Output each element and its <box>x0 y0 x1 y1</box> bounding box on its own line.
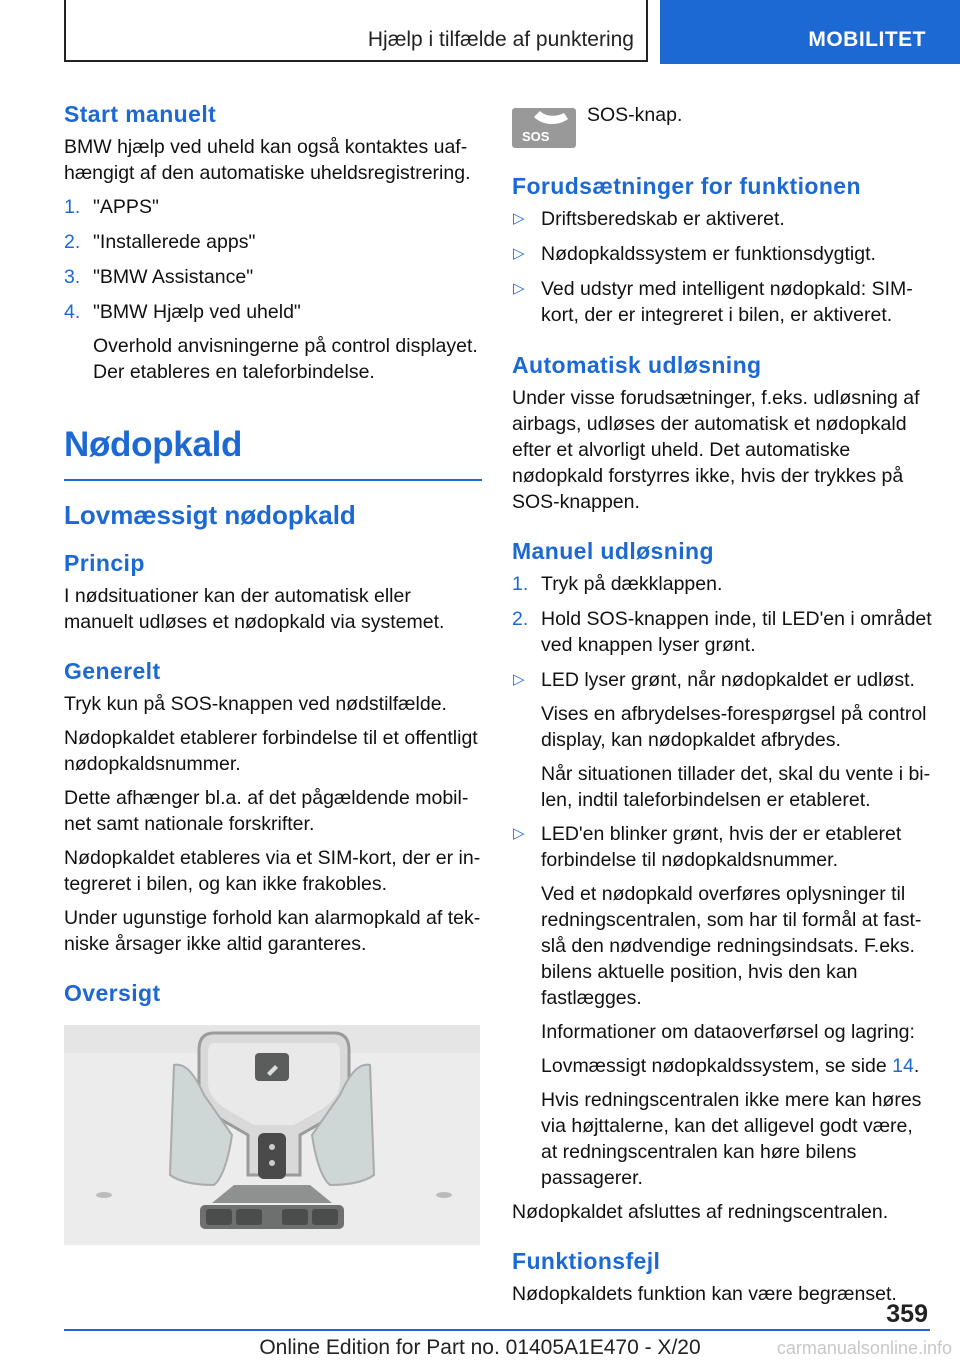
heading-funktionsfejl: Funktionsfejl <box>512 1248 661 1274</box>
generelt-p5: Under ugunstige forhold kan alarmopkald af tekniske årsager ikke altid garanteres. <box>64 907 481 955</box>
step-number: 1. <box>64 196 81 218</box>
manuel-steps <box>512 571 932 693</box>
section-heading: Lovmæssigt nødopkald <box>64 500 356 530</box>
generelt-p4: Nødopkaldet etableres via et SIM-kort, der er integreret i bilen, og kan ikke frakobles. <box>64 847 481 895</box>
list-item <box>512 571 932 597</box>
start-manuelt-steps <box>64 194 482 325</box>
step-number: 3. <box>64 266 81 288</box>
step-number: 2. <box>64 231 81 253</box>
triangle-bullet-icon: ▷ <box>513 210 525 227</box>
step-text: "BMW Assistance" <box>93 266 254 288</box>
step-text: Hold SOS-knappen inde, til LED'en i området ved knappen lyser grønt. <box>541 608 932 656</box>
triangle-bullet-icon: ▷ <box>513 245 525 262</box>
list-item <box>512 821 932 873</box>
chapter-heading: Nødopkald <box>64 425 243 464</box>
list-item <box>64 229 482 255</box>
triangle-bullet-icon: ▷ <box>513 671 525 688</box>
step-number: 1. <box>512 573 529 595</box>
list-item <box>512 241 932 267</box>
footer-rule <box>64 1329 930 1331</box>
sos-icon-text: SOS <box>522 129 550 144</box>
manuel-bullet2 <box>512 821 932 873</box>
bullet2-sub3 <box>512 1053 932 1079</box>
list-item <box>64 194 482 220</box>
automatisk-text: Under visse forudsætninger, f.eks. udløsning af airbags, udløses der automatisk et nødopkald efter et alvorligt uheld. Det automatiske nødopkald forstyrres ikke, hvis der trykkes på SOS-knappen. <box>512 387 920 513</box>
bullet2-sub1: Ved et nødopkald overføres oplysninger til redningscentralen, som har til formål at fastslå den nødvendige redningsindsats. F.eks. bilens aktuelle position, hvis den kan fastlægges. <box>541 883 922 1009</box>
forudsaetninger-list <box>512 206 932 328</box>
item-text: Nødopkaldssystem er funktionsdygtigt. <box>541 243 876 265</box>
roof-console-photo <box>64 1025 480 1245</box>
step-text: "BMW Hjælp ved uheld" <box>93 301 301 323</box>
princip-text: I nødsituationer kan der automatisk eller manuelt udløses et nødopkald via systemet. <box>64 585 445 633</box>
bullet1-sub2: Når situationen tillader det, skal du vente i bilen, indtil taleforbindelsen er etableret. <box>541 763 931 811</box>
item-text: Ved udstyr med intelligent nødopkald: SIM-kort, der er integreret i bilen, er aktiveret. <box>541 278 913 326</box>
left-column <box>64 100 482 1245</box>
heading-start-manuelt: Start manuelt <box>64 101 217 127</box>
manuel-closing: Nødopkaldet afsluttes af redningscentralen. <box>512 1201 889 1223</box>
list-item <box>64 264 482 290</box>
page-header <box>0 0 960 64</box>
list-item <box>512 606 932 658</box>
funktionsfejl-text: Nødopkaldets funktion kan være begrænset. <box>512 1283 897 1305</box>
chapter-heading-rule <box>64 479 482 481</box>
bullet2-sub2: Informationer om dataoverførsel og lagring: <box>541 1021 915 1043</box>
list-item <box>512 206 932 232</box>
triangle-bullet-icon: ▷ <box>513 825 525 842</box>
bullet-text: LED lyser grønt, når nødopkaldet er udløst. <box>541 669 915 691</box>
step-text: "Installerede apps" <box>93 231 256 253</box>
bullet1-sub1: Vises en afbrydelses-forespørgsel på control display, kan nødopkaldet afbrydes. <box>541 703 927 751</box>
chapter-tab-label: MOBILITET <box>808 28 926 51</box>
start-manuelt-intro: BMW hjælp ved uheld kan også kontaktes uafhængigt af den automatiske uheldsregistrering. <box>64 136 471 184</box>
page-link-14[interactable]: 14 <box>892 1055 914 1077</box>
sos-legend-row <box>512 100 932 156</box>
header-section-box <box>64 0 648 62</box>
step-number: 2. <box>512 608 529 630</box>
step-number: 4. <box>64 301 81 323</box>
heading-oversigt: Oversigt <box>64 980 161 1006</box>
roof-console-illustration <box>64 1025 480 1245</box>
bullet-text: LED'en blinker grønt, hvis der er etableret forbindelse til nødopkaldsnummer. <box>541 823 902 871</box>
list-item <box>512 667 932 693</box>
triangle-bullet-icon: ▷ <box>513 280 525 297</box>
item-text: Driftsberedskab er aktiveret. <box>541 208 785 230</box>
bullet2-sub4: Hvis redningscentralen ikke mere kan høres via højttalerne, kan det alligevel godt være, at redningscentralen kan høre bilens passagerer. <box>541 1089 922 1189</box>
step-text: Tryk på dækklappen. <box>541 573 723 595</box>
start-manuelt-note: Overhold anvisningerne på control displayet. Der etableres en taleforbindelse. <box>93 335 478 383</box>
edition-line: Online Edition for Part no. 01405A1E470 - X/20 <box>259 1336 701 1359</box>
list-item <box>512 276 932 328</box>
header-section-title: Hjælp i tilfælde af punktering <box>367 28 634 51</box>
heading-generelt: Generelt <box>64 658 161 684</box>
right-column <box>512 100 932 1315</box>
cross-ref-text: Lovmæssigt nødopkaldssystem, se side <box>541 1055 893 1077</box>
generelt-p3: Dette afhænger bl.a. af det pågældende mobilnet samt nationale forskrifter. <box>64 787 469 835</box>
sos-button-icon <box>512 108 576 148</box>
page-number: 359 <box>886 1300 928 1328</box>
heading-forudsaetninger: Forudsætninger for funktionen <box>512 173 861 199</box>
heading-manuel: Manuel udløsning <box>512 538 714 564</box>
generelt-p2: Nødopkaldet etablerer forbindelse til et offentligt nødopkaldsnummer. <box>64 727 478 775</box>
generelt-p1: Tryk kun på SOS-knappen ved nødstilfælde. <box>64 693 447 715</box>
step-text: "APPS" <box>93 196 159 218</box>
watermark: carmanualsonline.info <box>776 1338 952 1358</box>
list-item <box>64 299 482 325</box>
heading-automatisk: Automatisk udløsning <box>512 352 762 378</box>
chapter-tab <box>660 0 960 64</box>
heading-princip: Princip <box>64 550 145 576</box>
cross-ref-end: . <box>913 1055 920 1077</box>
sos-label: SOS-knap. <box>587 104 683 126</box>
